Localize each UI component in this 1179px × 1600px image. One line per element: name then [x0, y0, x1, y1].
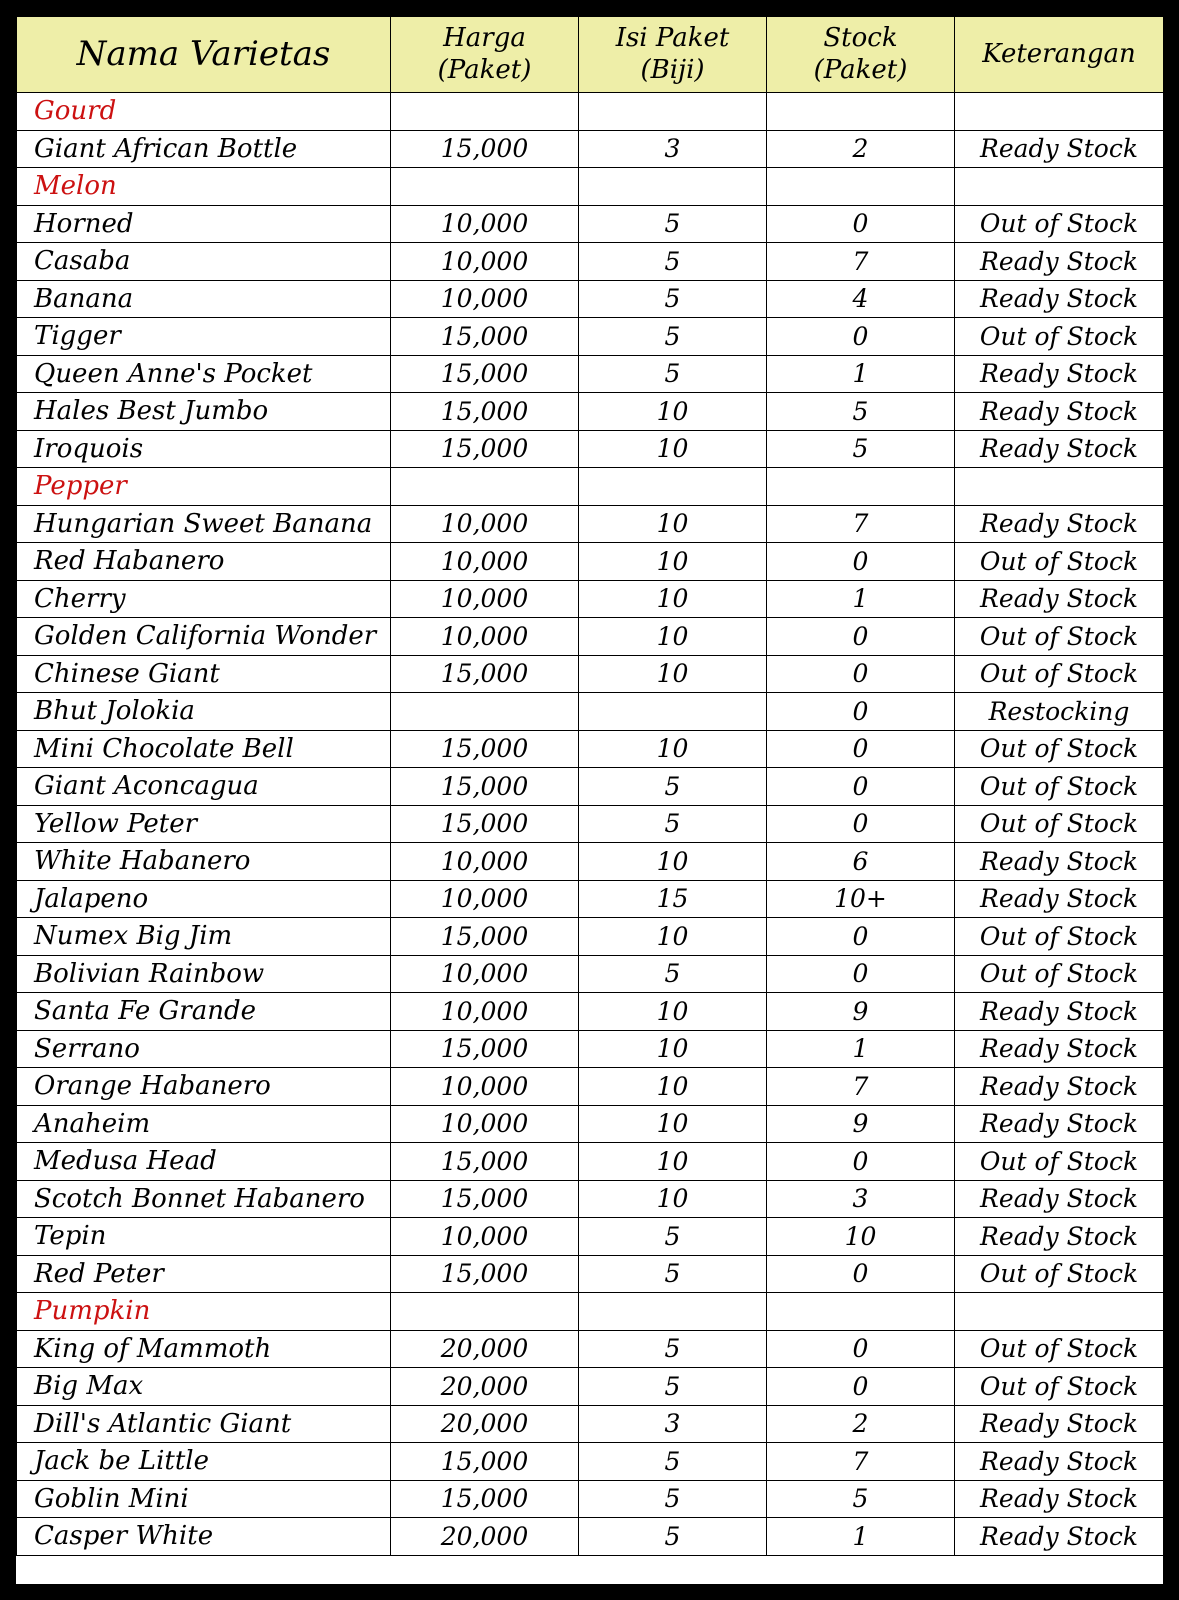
header-nama-label: Nama Varietas: [76, 34, 331, 75]
cell-stock: 1: [767, 355, 955, 393]
cell-keterangan: Ready Stock: [955, 355, 1164, 393]
cell-name: Serrano: [17, 1030, 391, 1068]
cell-harga: 20,000: [391, 1368, 579, 1406]
cell-name: Giant African Bottle: [17, 130, 391, 168]
table-row: [17, 130, 1164, 168]
cell-isi: 10: [579, 843, 767, 881]
cell-stock: 10: [767, 1218, 955, 1256]
cell-harga: 10,000: [391, 280, 579, 318]
cell-stock: 9: [767, 1105, 955, 1143]
cell-keterangan: [955, 168, 1164, 206]
cell-keterangan: Ready Stock: [955, 1518, 1164, 1556]
cell-isi: 5: [579, 1218, 767, 1256]
table-row: [17, 1218, 1164, 1256]
cell-name: Casper White: [17, 1518, 391, 1556]
cell-isi: 10: [579, 655, 767, 693]
price-list-sheet: [16, 16, 1163, 1584]
cell-stock: 5: [767, 430, 955, 468]
cell-isi: [579, 1293, 767, 1331]
cell-stock: 1: [767, 1518, 955, 1556]
table-row: [17, 655, 1164, 693]
header-harga-line2: (Paket): [437, 54, 532, 85]
cell-name: Numex Big Jim: [17, 918, 391, 956]
table-row: [17, 955, 1164, 993]
cell-keterangan: [955, 1293, 1164, 1331]
cell-name: Tepin: [17, 1218, 391, 1256]
cell-keterangan: Out of Stock: [955, 1255, 1164, 1293]
cell-keterangan: Out of Stock: [955, 805, 1164, 843]
cell-keterangan: Out of Stock: [955, 1330, 1164, 1368]
table-row: [17, 505, 1164, 543]
cell-name: Jack be Little: [17, 1443, 391, 1481]
cell-stock: 4: [767, 280, 955, 318]
cell-harga: [391, 168, 579, 206]
cell-harga: 15,000: [391, 1143, 579, 1181]
cell-keterangan: Ready Stock: [955, 280, 1164, 318]
cell-stock: 9: [767, 993, 955, 1031]
cell-harga: 10,000: [391, 543, 579, 581]
cell-stock: 0: [767, 205, 955, 243]
cell-stock: 0: [767, 1330, 955, 1368]
header-harga-line1: Harga: [443, 23, 526, 54]
cell-harga: [391, 693, 579, 731]
cell-isi: [579, 168, 767, 206]
cell-stock: 0: [767, 955, 955, 993]
header-isi-line2: (Biji): [640, 54, 705, 85]
cell-name: Goblin Mini: [17, 1480, 391, 1518]
cell-harga: 10,000: [391, 205, 579, 243]
table-row: [17, 1330, 1164, 1368]
cell-name: Anaheim: [17, 1105, 391, 1143]
cell-isi: 3: [579, 130, 767, 168]
cell-keterangan: Restocking: [955, 693, 1164, 731]
cell-name: Dill's Atlantic Giant: [17, 1405, 391, 1443]
table-row: [17, 1068, 1164, 1106]
cell-harga: 15,000: [391, 430, 579, 468]
table-row: [17, 1105, 1164, 1143]
cell-keterangan: Out of Stock: [955, 205, 1164, 243]
cell-harga: 10,000: [391, 618, 579, 656]
cell-name: Mini Chocolate Bell: [17, 730, 391, 768]
cell-isi: 5: [579, 1443, 767, 1481]
cell-isi: 5: [579, 768, 767, 806]
table-row: [17, 1518, 1164, 1556]
cell-keterangan: Ready Stock: [955, 1443, 1164, 1481]
table-row: [17, 355, 1164, 393]
cell-isi: 5: [579, 318, 767, 356]
category-label: Pepper: [17, 468, 391, 506]
category-row: [17, 468, 1164, 506]
header-keterangan-label: Keterangan: [982, 38, 1136, 69]
cell-isi: 10: [579, 393, 767, 431]
cell-name: Giant Aconcagua: [17, 768, 391, 806]
cell-isi: [579, 468, 767, 506]
cell-stock: 2: [767, 130, 955, 168]
table-row: [17, 318, 1164, 356]
cell-harga: 15,000: [391, 1180, 579, 1218]
header-stock: [767, 17, 955, 93]
cell-keterangan: Out of Stock: [955, 1368, 1164, 1406]
cell-name: Chinese Giant: [17, 655, 391, 693]
cell-stock: 0: [767, 655, 955, 693]
table-row: [17, 1368, 1164, 1406]
cell-stock: 0: [767, 1143, 955, 1181]
category-label: Melon: [17, 168, 391, 206]
cell-isi: 10: [579, 430, 767, 468]
cell-harga: 10,000: [391, 880, 579, 918]
cell-isi: 10: [579, 1030, 767, 1068]
cell-isi: 5: [579, 955, 767, 993]
cell-harga: [391, 1293, 579, 1331]
cell-name: Red Peter: [17, 1255, 391, 1293]
cell-keterangan: Ready Stock: [955, 1030, 1164, 1068]
cell-harga: 15,000: [391, 655, 579, 693]
cell-stock: 0: [767, 1368, 955, 1406]
table-row: [17, 1255, 1164, 1293]
table-row: [17, 1443, 1164, 1481]
cell-name: Big Max: [17, 1368, 391, 1406]
cell-name: King of Mammoth: [17, 1330, 391, 1368]
cell-stock: 7: [767, 243, 955, 281]
cell-keterangan: Ready Stock: [955, 243, 1164, 281]
cell-stock: 0: [767, 618, 955, 656]
cell-name: Red Habanero: [17, 543, 391, 581]
header-isi-paket: [579, 17, 767, 93]
cell-stock: [767, 1293, 955, 1331]
header-harga: [391, 17, 579, 93]
cell-keterangan: Out of Stock: [955, 768, 1164, 806]
cell-stock: 1: [767, 580, 955, 618]
cell-name: White Habanero: [17, 843, 391, 881]
cell-harga: 15,000: [391, 1030, 579, 1068]
cell-keterangan: Ready Stock: [955, 1068, 1164, 1106]
cell-isi: 5: [579, 1255, 767, 1293]
cell-stock: 0: [767, 918, 955, 956]
cell-isi: [579, 93, 767, 131]
cell-harga: 15,000: [391, 918, 579, 956]
cell-stock: 0: [767, 543, 955, 581]
cell-isi: 5: [579, 1368, 767, 1406]
cell-isi: 10: [579, 1143, 767, 1181]
cell-name: Iroquois: [17, 430, 391, 468]
cell-harga: 10,000: [391, 1068, 579, 1106]
cell-harga: [391, 93, 579, 131]
cell-keterangan: Ready Stock: [955, 393, 1164, 431]
cell-harga: 10,000: [391, 993, 579, 1031]
cell-name: Cherry: [17, 580, 391, 618]
cell-isi: 10: [579, 993, 767, 1031]
cell-name: Bolivian Rainbow: [17, 955, 391, 993]
cell-keterangan: Out of Stock: [955, 618, 1164, 656]
table-body: [17, 93, 1164, 1556]
cell-isi: 15: [579, 880, 767, 918]
cell-keterangan: Ready Stock: [955, 1218, 1164, 1256]
table-row: [17, 205, 1164, 243]
table-row: [17, 805, 1164, 843]
cell-harga: 15,000: [391, 318, 579, 356]
cell-name: Orange Habanero: [17, 1068, 391, 1106]
cell-stock: [767, 468, 955, 506]
category-row: [17, 93, 1164, 131]
table-row: [17, 1405, 1164, 1443]
cell-isi: 10: [579, 1105, 767, 1143]
cell-keterangan: Out of Stock: [955, 318, 1164, 356]
header-row: [17, 17, 1164, 93]
variety-table: [16, 16, 1164, 1556]
cell-name: Yellow Peter: [17, 805, 391, 843]
cell-stock: 3: [767, 1180, 955, 1218]
cell-isi: 10: [579, 730, 767, 768]
cell-keterangan: Ready Stock: [955, 880, 1164, 918]
cell-isi: 10: [579, 1068, 767, 1106]
cell-harga: 20,000: [391, 1405, 579, 1443]
cell-keterangan: Ready Stock: [955, 1480, 1164, 1518]
cell-keterangan: Out of Stock: [955, 655, 1164, 693]
cell-isi: 5: [579, 1330, 767, 1368]
cell-harga: 15,000: [391, 355, 579, 393]
category-row: [17, 168, 1164, 206]
table-row: [17, 993, 1164, 1031]
cell-name: Hungarian Sweet Banana: [17, 505, 391, 543]
cell-isi: 5: [579, 280, 767, 318]
cell-keterangan: Ready Stock: [955, 1180, 1164, 1218]
cell-stock: 0: [767, 1255, 955, 1293]
cell-harga: 15,000: [391, 1255, 579, 1293]
table-row: [17, 430, 1164, 468]
table-row: [17, 280, 1164, 318]
cell-harga: 20,000: [391, 1330, 579, 1368]
cell-stock: 0: [767, 805, 955, 843]
cell-keterangan: Ready Stock: [955, 130, 1164, 168]
table-row: [17, 618, 1164, 656]
cell-keterangan: Out of Stock: [955, 1143, 1164, 1181]
cell-keterangan: Ready Stock: [955, 1405, 1164, 1443]
cell-harga: [391, 468, 579, 506]
cell-stock: 5: [767, 393, 955, 431]
cell-isi: 10: [579, 918, 767, 956]
cell-harga: 15,000: [391, 768, 579, 806]
cell-name: Queen Anne's Pocket: [17, 355, 391, 393]
cell-isi: 5: [579, 1518, 767, 1556]
cell-harga: 10,000: [391, 1105, 579, 1143]
cell-isi: 10: [579, 543, 767, 581]
cell-harga: 10,000: [391, 1218, 579, 1256]
cell-harga: 15,000: [391, 130, 579, 168]
table-row: [17, 768, 1164, 806]
header-isi-line1: Isi Paket: [615, 23, 730, 54]
cell-stock: 0: [767, 318, 955, 356]
header-nama-varietas: [17, 17, 391, 93]
cell-keterangan: Out of Stock: [955, 543, 1164, 581]
cell-harga: 15,000: [391, 805, 579, 843]
cell-stock: 5: [767, 1480, 955, 1518]
table-row: [17, 580, 1164, 618]
cell-keterangan: Ready Stock: [955, 993, 1164, 1031]
table-row: [17, 1180, 1164, 1218]
cell-keterangan: Ready Stock: [955, 843, 1164, 881]
cell-stock: 7: [767, 1443, 955, 1481]
cell-harga: 15,000: [391, 393, 579, 431]
cell-name: Horned: [17, 205, 391, 243]
table-row: [17, 1143, 1164, 1181]
cell-harga: 10,000: [391, 243, 579, 281]
cell-name: Bhut Jolokia: [17, 693, 391, 731]
category-label: Pumpkin: [17, 1293, 391, 1331]
cell-harga: 10,000: [391, 843, 579, 881]
cell-keterangan: Out of Stock: [955, 955, 1164, 993]
cell-stock: 7: [767, 1068, 955, 1106]
category-row: [17, 1293, 1164, 1331]
cell-name: Casaba: [17, 243, 391, 281]
category-label: Gourd: [17, 93, 391, 131]
table-row: [17, 393, 1164, 431]
cell-stock: 7: [767, 505, 955, 543]
table-row: [17, 880, 1164, 918]
header-keterangan: [955, 17, 1164, 93]
cell-isi: 10: [579, 1180, 767, 1218]
cell-harga: 10,000: [391, 580, 579, 618]
cell-isi: 3: [579, 1405, 767, 1443]
cell-isi: 5: [579, 805, 767, 843]
table-row: [17, 1480, 1164, 1518]
cell-keterangan: Out of Stock: [955, 918, 1164, 956]
cell-isi: 10: [579, 580, 767, 618]
cell-name: Tigger: [17, 318, 391, 356]
cell-isi: 5: [579, 355, 767, 393]
cell-isi: 10: [579, 618, 767, 656]
table-row: [17, 243, 1164, 281]
cell-isi: 5: [579, 243, 767, 281]
cell-keterangan: Ready Stock: [955, 1105, 1164, 1143]
cell-keterangan: Ready Stock: [955, 430, 1164, 468]
cell-keterangan: Ready Stock: [955, 505, 1164, 543]
cell-name: Jalapeno: [17, 880, 391, 918]
cell-stock: 0: [767, 768, 955, 806]
cell-harga: 15,000: [391, 1480, 579, 1518]
cell-isi: [579, 693, 767, 731]
cell-name: Scotch Bonnet Habanero: [17, 1180, 391, 1218]
cell-name: Santa Fe Grande: [17, 993, 391, 1031]
cell-stock: [767, 168, 955, 206]
cell-keterangan: [955, 93, 1164, 131]
cell-name: Banana: [17, 280, 391, 318]
cell-name: Hales Best Jumbo: [17, 393, 391, 431]
cell-stock: 1: [767, 1030, 955, 1068]
cell-stock: 0: [767, 730, 955, 768]
table-row: [17, 693, 1164, 731]
table-row: [17, 543, 1164, 581]
cell-keterangan: Out of Stock: [955, 730, 1164, 768]
cell-stock: 6: [767, 843, 955, 881]
cell-keterangan: Ready Stock: [955, 580, 1164, 618]
table-row: [17, 918, 1164, 956]
header-stock-line1: Stock: [823, 23, 898, 54]
cell-stock: 10+: [767, 880, 955, 918]
table-row: [17, 843, 1164, 881]
cell-harga: 15,000: [391, 730, 579, 768]
cell-harga: 10,000: [391, 505, 579, 543]
header-stock-line2: (Paket): [813, 54, 908, 85]
cell-stock: 0: [767, 693, 955, 731]
cell-harga: 20,000: [391, 1518, 579, 1556]
cell-harga: 10,000: [391, 955, 579, 993]
table-row: [17, 730, 1164, 768]
cell-isi: 5: [579, 1480, 767, 1518]
cell-isi: 5: [579, 205, 767, 243]
cell-isi: 10: [579, 505, 767, 543]
cell-name: Golden California Wonder: [17, 618, 391, 656]
cell-stock: 2: [767, 1405, 955, 1443]
cell-keterangan: [955, 468, 1164, 506]
cell-harga: 15,000: [391, 1443, 579, 1481]
cell-stock: [767, 93, 955, 131]
table-row: [17, 1030, 1164, 1068]
cell-name: Medusa Head: [17, 1143, 391, 1181]
